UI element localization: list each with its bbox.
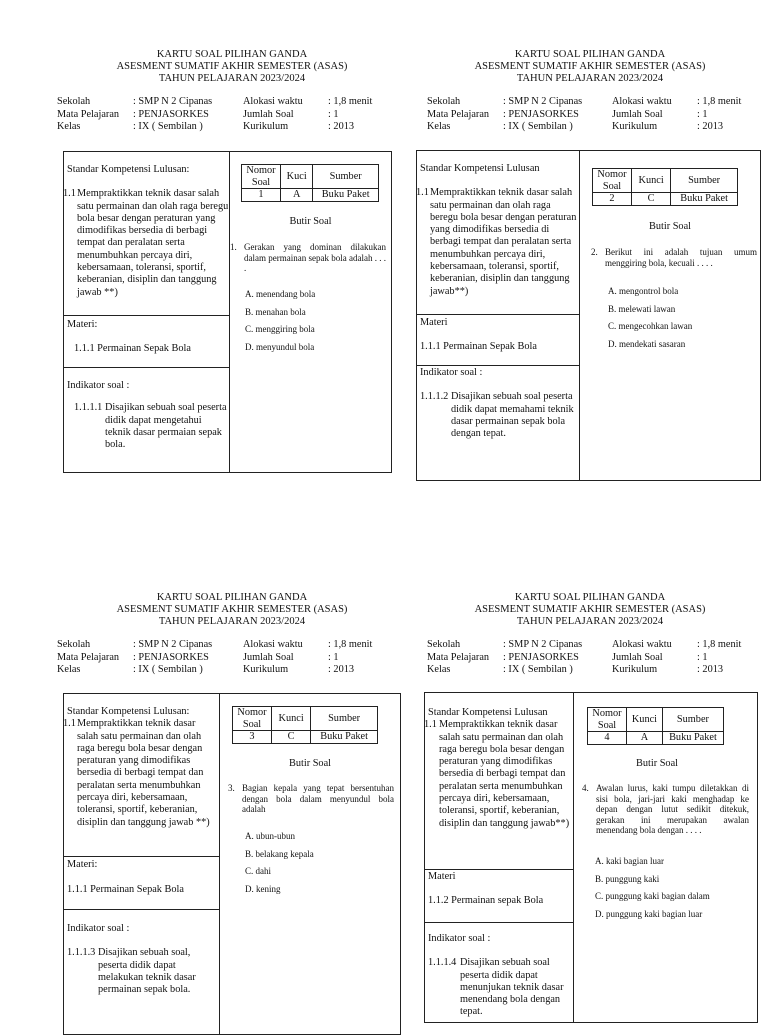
question-card-4 xyxy=(415,592,765,1018)
card-meta: Sekolah : SMP N 2 Cipanas Alokasi waktu : 1,8 menit Mata Pelajaran : PENJASORKES Jumlah Soal : 1 Kelas : IX ( Sembilan ) Kurikulum : 2013 xyxy=(427,96,742,132)
answer-key-table: Nomor Soal Kunci Sumber 3 C Buku Paket xyxy=(232,706,378,744)
option-a: A. mengontrol bola xyxy=(608,286,679,296)
option-d: D. kening xyxy=(245,883,281,894)
card-body xyxy=(63,693,401,1035)
skl-section: Standar Kompetensi Lulusan: 1.1 Mempraktikkan teknik dasar salah satu permainan dan olah raga beregu bola besar dengan peraturan yang dimodifikas bersedia di berbagi tempat dan peralatan serta menumbuhkan percaya diri, kebersamaan, toleransi, sportif, keberanian, disiplin dan tanggung jawab **) xyxy=(63,164,229,298)
kunci-header: Kunci xyxy=(632,169,671,193)
sumber-header: Sumber xyxy=(311,707,378,731)
materi-section: Materi: 1.1.1 Permainan Sepak Bola xyxy=(64,856,219,909)
butir-soal-label: Butir Soal xyxy=(288,758,332,769)
question-text: 2. Berikut ini adalah tujuan umum menggiring bola, kecuali . . . . xyxy=(591,247,757,268)
materi-section: Materi: 1.1.1 Permainan Sepak Bola xyxy=(64,315,229,367)
sumber-header: Sumber xyxy=(313,165,379,189)
option-c: C. mengecohkan lawan xyxy=(608,321,693,331)
option-d: D. mendekati sasaran xyxy=(608,338,686,349)
answer-key-table: Nomor Soal Kuci Sumber 1 A Buku Paket xyxy=(241,164,379,202)
materi-section: Materi 1.1.1 Permainan Sepak Bola xyxy=(417,314,579,366)
left-column xyxy=(425,693,574,1022)
option-d: D. punggung kaki bagian luar xyxy=(595,908,703,919)
kunci-header: Kuci xyxy=(281,165,313,189)
sumber-header: Sumber xyxy=(671,169,738,193)
butir-soal-label: Butir Soal xyxy=(648,221,692,232)
answer-key-table: Nomor Soal Kunci Sumber 4 A Buku Paket xyxy=(587,707,724,745)
answer-options xyxy=(245,828,314,898)
skl-section: Standar Kompetensi Lulusan 1.1 Mempraktikkan teknik dasar salah satu permainan dan olah raga beregu bola besar dengan peraturan yang dimodifikas bersedia di berbagi tempat dan peralatan serta menumbuhkan percaya diri, kebersamaan, toleransi, sportif, keberanian, disiplin dan tanggung jawab**) xyxy=(416,163,577,297)
left-column xyxy=(417,151,580,480)
card-meta: Sekolah : SMP N 2 Cipanas Alokasi waktu : 1,8 menit Mata Pelajaran : PENJASORKES Jumlah Soal : 1 Kelas : IX ( Sembilan ) Kurikulum : 2013 xyxy=(57,96,373,132)
option-a: A. ubun-ubun xyxy=(245,831,295,841)
nomor-header: Nomor Soal xyxy=(588,708,627,732)
card-title: KARTU SOAL PILIHAN GANDA ASESMENT SUMATIF AKHIR SEMESTER (ASAS) TAHUN PELAJARAN 2023/2024 xyxy=(474,592,706,627)
skl-section: Standar Kompetensi Lulusan: 1.1 Mempraktikkan teknik dasar salah satu permainan dan olah raga beregu bola besar dengan peraturan yang dimodifikas bersedia di berbagi tempat dan peralatan serta menumbuhkan percaya diri, kebersamaan, toleransi, sportif, keberanian, disiplin dan tanggung jawab **) xyxy=(63,706,210,828)
option-d: D. menyundul bola xyxy=(245,341,315,352)
card-body xyxy=(63,151,392,473)
option-a: A. kaki bagian luar xyxy=(595,856,664,866)
option-b: B. belakang kepala xyxy=(245,848,314,859)
option-c: C. menggiring bola xyxy=(245,324,315,334)
skl-section: Standar Kompetensi Lulusan 1.1 Mempraktikkan teknik dasar salah satu permainan dan olah raga beregu bola besar dengan peraturan yang dimodifikas bersedia di berbagi tempat dan peralatan serta menumbuhkan percaya diri, kebersamaan, toleransi, sportif, keberanian, disiplin dan tanggung jawab**) xyxy=(424,707,570,829)
butir-soal-label: Butir Soal xyxy=(635,758,679,769)
nomor-header: Nomor Soal xyxy=(233,707,272,731)
option-a: A. menendang bola xyxy=(245,289,316,299)
indikator-section: Indikator soal : 1.1.1.3 Disajikan sebuah soal, peserta didik dapat melakukan teknik dasar permainan sepak bola. xyxy=(64,909,219,996)
question-text: 3. Bagian kepala yang tepat bersentuhan dengan bola dalam menyundul bola adalah xyxy=(228,783,394,815)
option-b: B. menahan bola xyxy=(245,306,306,317)
question-card-1 xyxy=(57,49,407,451)
indikator-section: Indikator soal : 1.1.1.4 Disajikan sebuah soal peserta didik dapat menunjukan teknik dasar menendang bola dengan tepat. xyxy=(425,922,573,1019)
answer-key-table: Nomor Soal Kunci Sumber 2 C Buku Paket xyxy=(592,168,738,206)
materi-section: Materi 1.1.2 Permainan sepak Bola xyxy=(425,869,573,922)
card-title: KARTU SOAL PILIHAN GANDA ASESMENT SUMATIF AKHIR SEMESTER (ASAS) TAHUN PELAJARAN 2023/2024 xyxy=(116,592,348,627)
option-c: C. dahi xyxy=(245,866,271,876)
question-text: 4. Awalan lurus, kaki tumpu diletakkan di sisi bola, jari-jari kaki menghadap ke depan dengan lutut sedikit ditekuk, gerakan ini merupakan awalan menendang bola dengan . . . . xyxy=(582,783,749,836)
left-column xyxy=(64,152,230,472)
question-text: 1. Gerakan yang dominan dilakukan dalam permainan sepak bola adalah . . . . xyxy=(230,242,386,274)
card-meta: Sekolah : SMP N 2 Cipanas Alokasi waktu : 1,8 menit Mata Pelajaran : PENJASORKES Jumlah Soal : 1 Kelas : IX ( Sembilan ) Kurikulum : 2013 xyxy=(427,639,742,675)
question-card-2 xyxy=(415,49,765,440)
butir-soal-label: Butir Soal xyxy=(289,216,332,227)
indikator-section: Indikator soal : 1.1.1.1 Disajikan sebuah soal peserta didik dapat mengetahui teknik dasar permaian sepak bola. xyxy=(64,367,229,451)
answer-options xyxy=(608,283,692,353)
kunci-header: Kunci xyxy=(627,708,663,732)
option-c: C. punggung kaki bagian dalam xyxy=(595,891,710,901)
card-body xyxy=(416,150,761,481)
card-title: KARTU SOAL PILIHAN GANDA ASESMENT SUMATIF AKHIR SEMESTER (ASAS) TAHUN PELAJARAN 2023/2024 xyxy=(116,49,348,84)
card-title: KARTU SOAL PILIHAN GANDA ASESMENT SUMATIF AKHIR SEMESTER (ASAS) TAHUN PELAJARAN 2023/2024 xyxy=(474,49,706,84)
card-body xyxy=(424,692,758,1023)
kunci-header: Kunci xyxy=(272,707,311,731)
left-column xyxy=(64,694,220,1034)
question-card-3 xyxy=(57,592,407,996)
answer-options xyxy=(595,853,710,923)
card-meta: Sekolah : SMP N 2 Cipanas Alokasi waktu : 1,8 menit Mata Pelajaran : PENJASORKES Jumlah Soal : 1 Kelas : IX ( Sembilan ) Kurikulum : 2013 xyxy=(57,639,373,675)
nomor-header: Nomor Soal xyxy=(593,169,632,193)
nomor-header: Nomor Soal xyxy=(242,165,281,189)
sumber-header: Sumber xyxy=(662,708,723,732)
indikator-section: Indikator soal : 1.1.1.2 Disajikan sebuah soal peserta didik dapat memahami teknik dasar permainan sepak bola dengan tepat. xyxy=(417,365,579,440)
option-b: B. melewati lawan xyxy=(608,303,676,314)
answer-options xyxy=(245,286,315,356)
option-b: B. punggung kaki xyxy=(595,873,660,884)
